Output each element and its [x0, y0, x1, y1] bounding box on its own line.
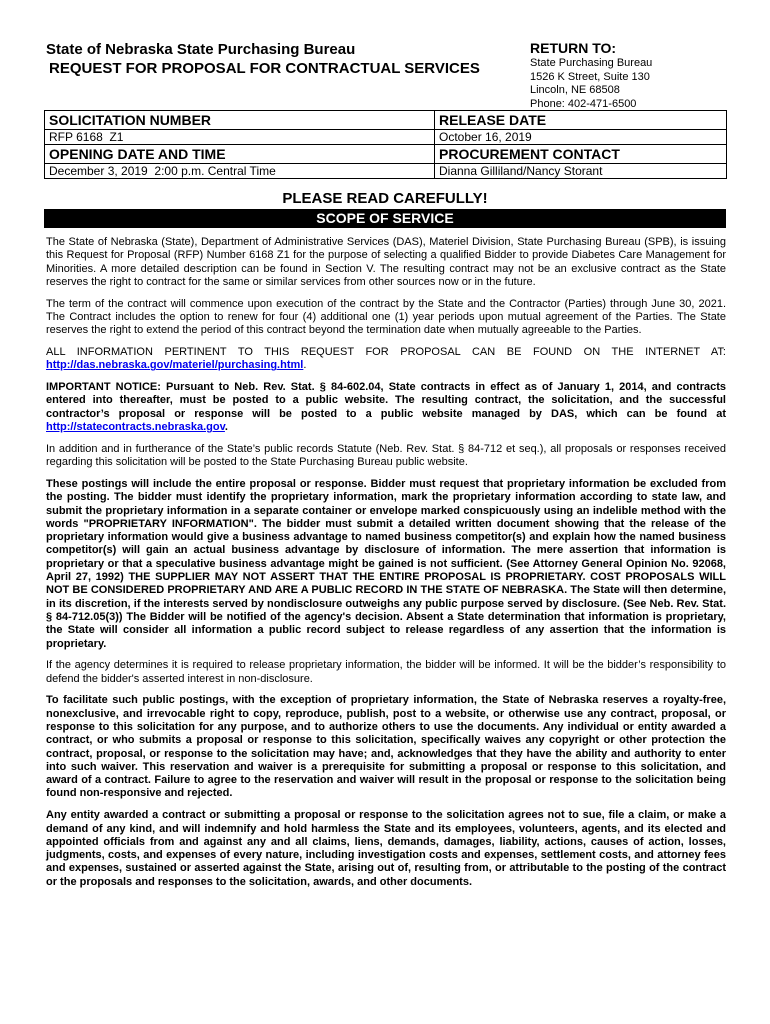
paragraph-indemnification: Any entity awarded a contract or submitting a proposal or response to the solicitation agrees not to sue, file a claim, or make a demand of any kind, and will indemnify and hold harmless the State and its employees, volunteers, agents, and its elected and appointed officials from and against any and all claims, liens, demands, damages, liability, actions, causes of action, losses, judgments, costs, and expenses of every nature, including investigation costs and expenses, settlement costs, and attorney fees and expenses, sustained or asserted against the State, arising out of, resulting from, or attributable to the posting of the contract or the proposals and responses to the solicitation, awards, and other documents.	[46, 809, 726, 888]
paragraph-purpose: The State of Nebraska (State), Department of Administrative Services (DAS), Materiel Division, State Purchasing Bureau (SPB), is issuing this Request for Proposal (RFP) Number 6168 Z1 for the purpose of selecting a qualified Bidder to provide Diabetes Care Management for Minorities. A more detailed description can be found in Section V. The resulting contract may not be an exclusive contract as the State reserves the right to contract for the same or similar services from other sources now or in the future.	[46, 236, 726, 288]
paragraph-internet-info	[46, 346, 726, 373]
please-read-heading: PLEASE READ CAREFULLY!	[282, 190, 488, 207]
paragraph-text: ALL INFORMATION PERTINENT TO THIS REQUEST FOR PROPOSAL CAN BE FOUND ON THE INTERNET AT:	[46, 346, 726, 359]
release-date-value: October 16, 2019	[435, 130, 727, 145]
document-subtitle: REQUEST FOR PROPOSAL FOR CONTRACTUAL SERVICES	[49, 60, 480, 77]
procurement-contact-label: PROCUREMENT CONTACT	[435, 145, 727, 164]
scope-of-service-banner: SCOPE OF SERVICE	[44, 209, 726, 228]
paragraph-end: .	[303, 359, 307, 372]
table-row	[45, 164, 727, 179]
document-header	[46, 40, 506, 78]
solicitation-number-label: SOLICITATION NUMBER	[45, 111, 435, 130]
paragraph-proprietary-info: These postings will include the entire proposal or response. Bidder must request that proprietary information be excluded from the posting. The bidder must identify the proprietary information, mark the proprietary information according to state law, and submit the proprietary information in a separate container or envelope marked conspicuously using an indelible method with the words "PROPRIETARY INFORMATION". The bidder must submit a detailed written document showing that the release of the proprietary information would give a business advantage to named business competitor(s) and explain how the named business competitor(s) will gain an actual business advantage by disclosure of information. The mere assertion that information is proprietary or that a speculative business advantage might be gained is not sufficient. (See Attorney General Opinion No. 92068, April 27, 1992) THE SUPPLIER MAY NOT ASSERT THAT THE ENTIRE PROPOSAL IS PROPRIETARY. COST PROPOSALS WILL NOT BE CONSIDERED PROPRIETARY AND ARE A PUBLIC RECORD IN THE STATE OF NEBRASKA. The State will then determine, in its discretion, if the interests served by nondisclosure outweighs any public purpose served by disclosure. (See Neb. Rev. Stat. § 84-712.05(3)) The Bidder will be notified of the agency's decision. Absent a State determination that information is proprietary, the State will consider all information a public record subject to release regardless of any assertion that the information is proprietary.	[46, 477, 726, 650]
paragraph-end: .	[224, 421, 228, 434]
opening-date-label: OPENING DATE AND TIME	[45, 145, 435, 164]
table-row	[45, 130, 727, 145]
return-to-title: RETURN TO:	[530, 40, 617, 56]
paragraph-public-records: In addition and in furtherance of the State’s public records Statute (Neb. Rev. Stat. § 84-712 et seq.), all proposals or responses received regarding this solicitation will be posted to the State Purchasing Bureau public website.	[46, 442, 726, 469]
state-contracts-link[interactable]: http://statecontracts.nebraska.gov	[46, 421, 225, 434]
return-to-line: 1526 K Street, Suite 130	[530, 70, 650, 83]
return-to-line: State Purchasing Bureau	[530, 57, 653, 69]
table-row	[45, 111, 727, 130]
paragraph-important-notice	[46, 381, 726, 434]
table-row	[45, 145, 727, 164]
paragraph-term: The term of the contract will commence upon execution of the contract by the State and the Contractor (Parties) through June 30, 2021. The Contract includes the option to renew for four (4) additional one (1) year periods upon mutual agreement of the Parties. The State reserves the right to extend the period of this contract beyond the termination date when mutually agreeable to the Parties.	[46, 297, 726, 337]
paragraph-royalty-free-right: To facilitate such public postings, with the exception of proprietary information, the State of Nebraska reserves a royalty-free, nonexclusive, and irrevocable right to copy, reproduce, publish, post to a website, or otherwise use any contract, proposal, or response to this solicitation for any purpose, and to authorize others to use the documents. Any individual or entity awarded a contract, or who submits a proposal or response to this solicitation, specifically waives any copyright or other protection the contract, proposal, or response to the solicitation may have; and, acknowledges that they have the ability and authority to enter into such waiver. This reservation and waiver is a prerequisite for submitting a proposal or response to this solicitation, and award of a contract. Failure to agree to the reservation and waiver will result in the proposal or response to the solicitation being found non-responsive and rejected.	[46, 694, 726, 800]
solicitation-info-table	[44, 110, 727, 179]
paragraph-text: IMPORTANT NOTICE: Pursuant to Neb. Rev. Stat. § 84-602.04, State contracts in effect as of January 1, 2014, and contracts entered into thereafter, must be posted to a public website. The resulting contract, the solicitation, and the successful contractor’s proposal or response will be posted to a public website managed by DAS, which can be found at	[46, 381, 726, 420]
opening-date-value: December 3, 2019 2:00 p.m. Central Time	[45, 164, 435, 179]
paragraph-release-notice: If the agency determines it is required to release proprietary information, the bidder will be informed. It will be the bidder’s responsibility to defend the bidder's asserted interest in non-disclosure.	[46, 659, 726, 685]
return-to-block	[530, 40, 730, 111]
solicitation-number-value: RFP 6168 Z1	[45, 130, 435, 145]
document-title: State of Nebraska State Purchasing Bureau	[46, 41, 356, 58]
procurement-contact-value: Dianna Gilliland/Nancy Storant	[435, 164, 727, 179]
return-to-line: Phone: 402-471-6500	[530, 97, 637, 110]
document-body	[46, 236, 726, 898]
return-to-line: Lincoln, NE 68508	[530, 84, 620, 96]
purchasing-link[interactable]: http://das.nebraska.gov/materiel/purchasing.html	[46, 359, 304, 372]
release-date-label: RELEASE DATE	[435, 111, 727, 130]
